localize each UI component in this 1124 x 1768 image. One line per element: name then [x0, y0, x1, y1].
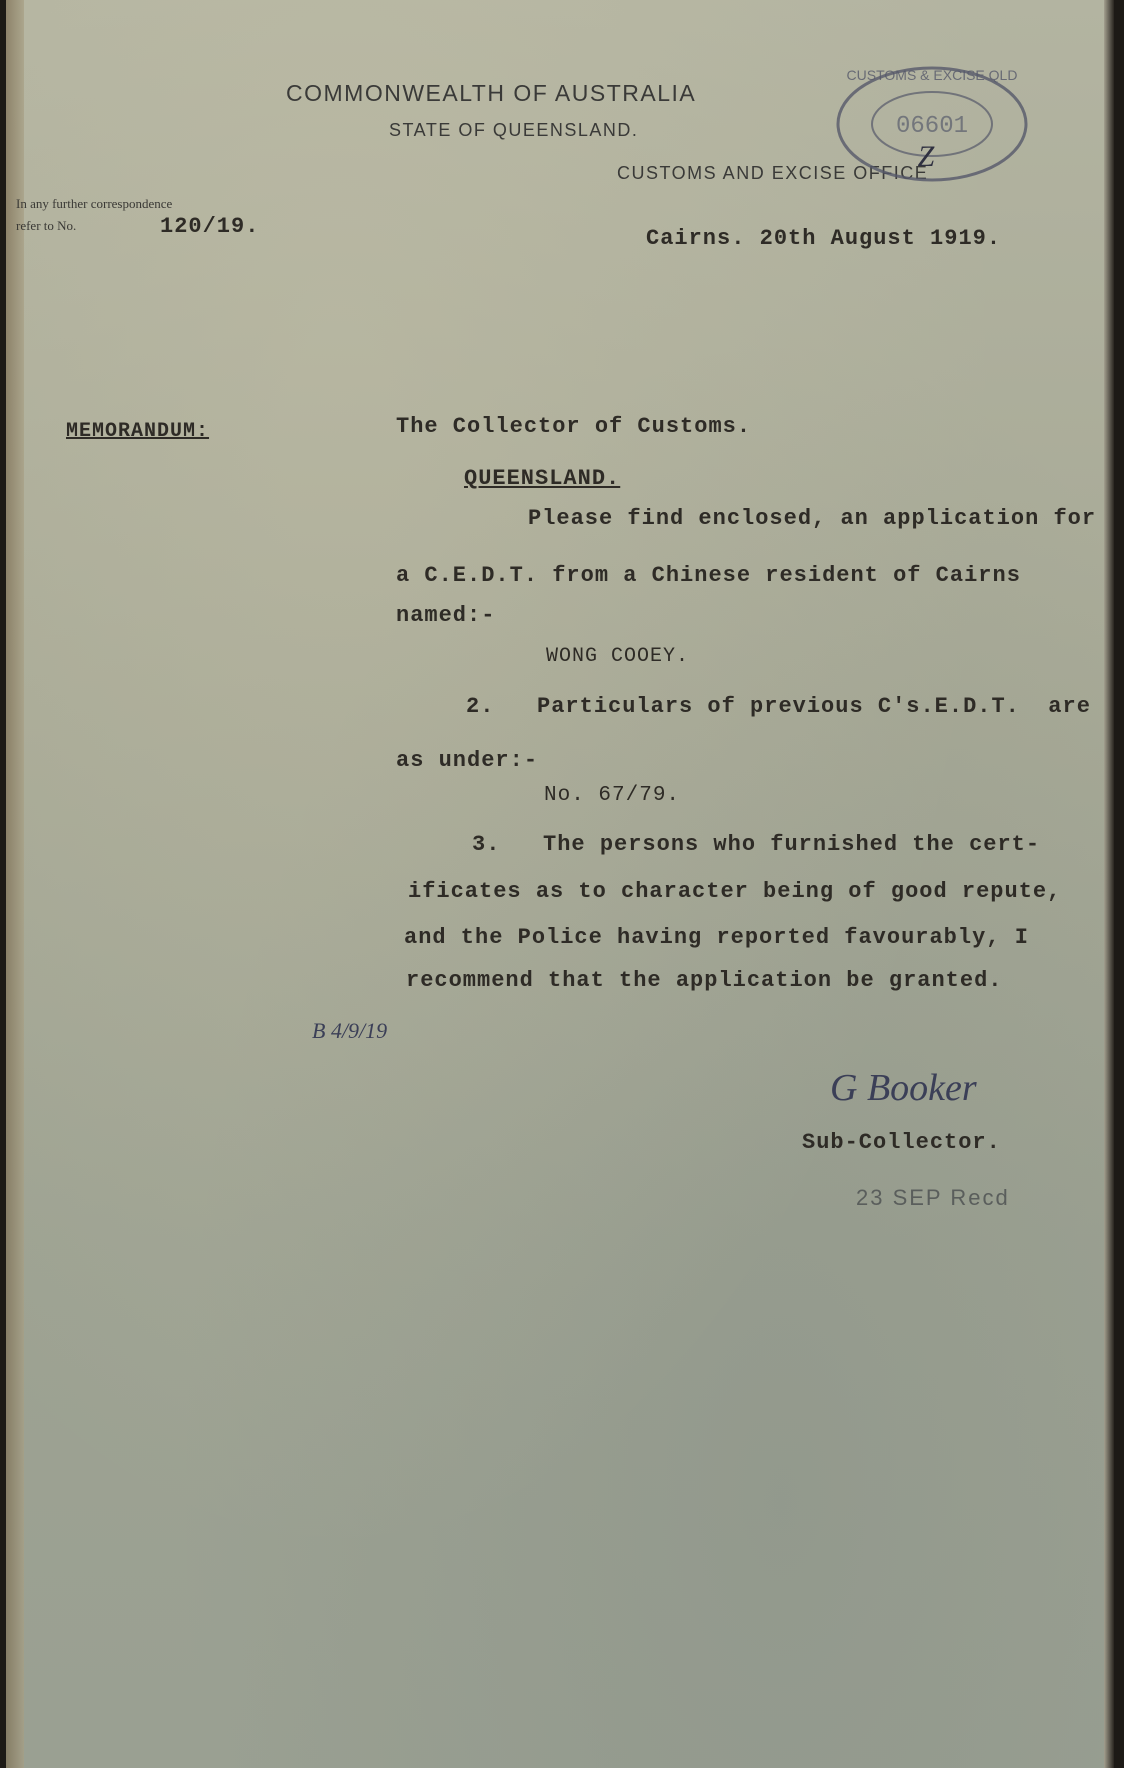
body-p2-line1: 2. Particulars of previous C's.E.D.T. are	[466, 694, 1091, 719]
memo-heading: MEMORANDUM:	[66, 420, 210, 443]
page-right-edge	[1104, 0, 1114, 1768]
letterhead-office: CUSTOMS AND EXCISE OFFICE	[617, 163, 929, 183]
previous-cert-number: No. 67/79.	[544, 784, 681, 807]
reference-note-line1: In any further correspondence	[16, 196, 173, 211]
body-p1-line1: Please find enclosed, an application for	[528, 506, 1097, 531]
stamp-handwritten-mark: Z	[917, 140, 935, 173]
body-p3-line4: recommend that the application be granted.	[406, 968, 1003, 993]
place-date: Cairns. 20th August 1919.	[646, 226, 1002, 251]
body-p3-line3: and the Police having reported favourably, I	[404, 925, 1029, 950]
addressee-line2: QUEENSLAND.	[464, 466, 621, 491]
body-p1-line3: named:-	[396, 603, 496, 628]
letterhead-state: STATE OF QUEENSLAND.	[389, 120, 639, 140]
signature: G Booker	[830, 1067, 977, 1109]
reference-number: 120/19.	[160, 214, 260, 239]
addressee-line1: The Collector of Customs.	[396, 414, 752, 439]
stamp-ring-text: CUSTOMS & EXCISE QLD	[846, 67, 1018, 83]
applicant-name: WONG COOEY.	[546, 645, 690, 668]
signature-title: Sub-Collector.	[802, 1130, 1001, 1155]
customs-office-stamp	[834, 60, 1034, 184]
received-stamp: 23 SEP Recd	[856, 1185, 1010, 1210]
body-p3-line2: ificates as to character being of good repute,	[408, 879, 1062, 904]
body-p1-line2: a C.E.D.T. from a Chinese resident of Cairns	[396, 563, 1021, 588]
letterhead-country: COMMONWEALTH OF AUSTRALIA	[286, 80, 697, 106]
document-page	[6, 0, 1114, 1768]
page-left-edge	[6, 0, 24, 1768]
stamp-number: 06601	[895, 113, 969, 140]
handwritten-initials: B 4/9/19	[312, 1018, 388, 1043]
reference-note-line2: refer to No.	[16, 218, 77, 233]
body-p2-line2: as under:-	[396, 748, 539, 773]
body-p3-line1: 3. The persons who furnished the cert-	[472, 832, 1041, 857]
